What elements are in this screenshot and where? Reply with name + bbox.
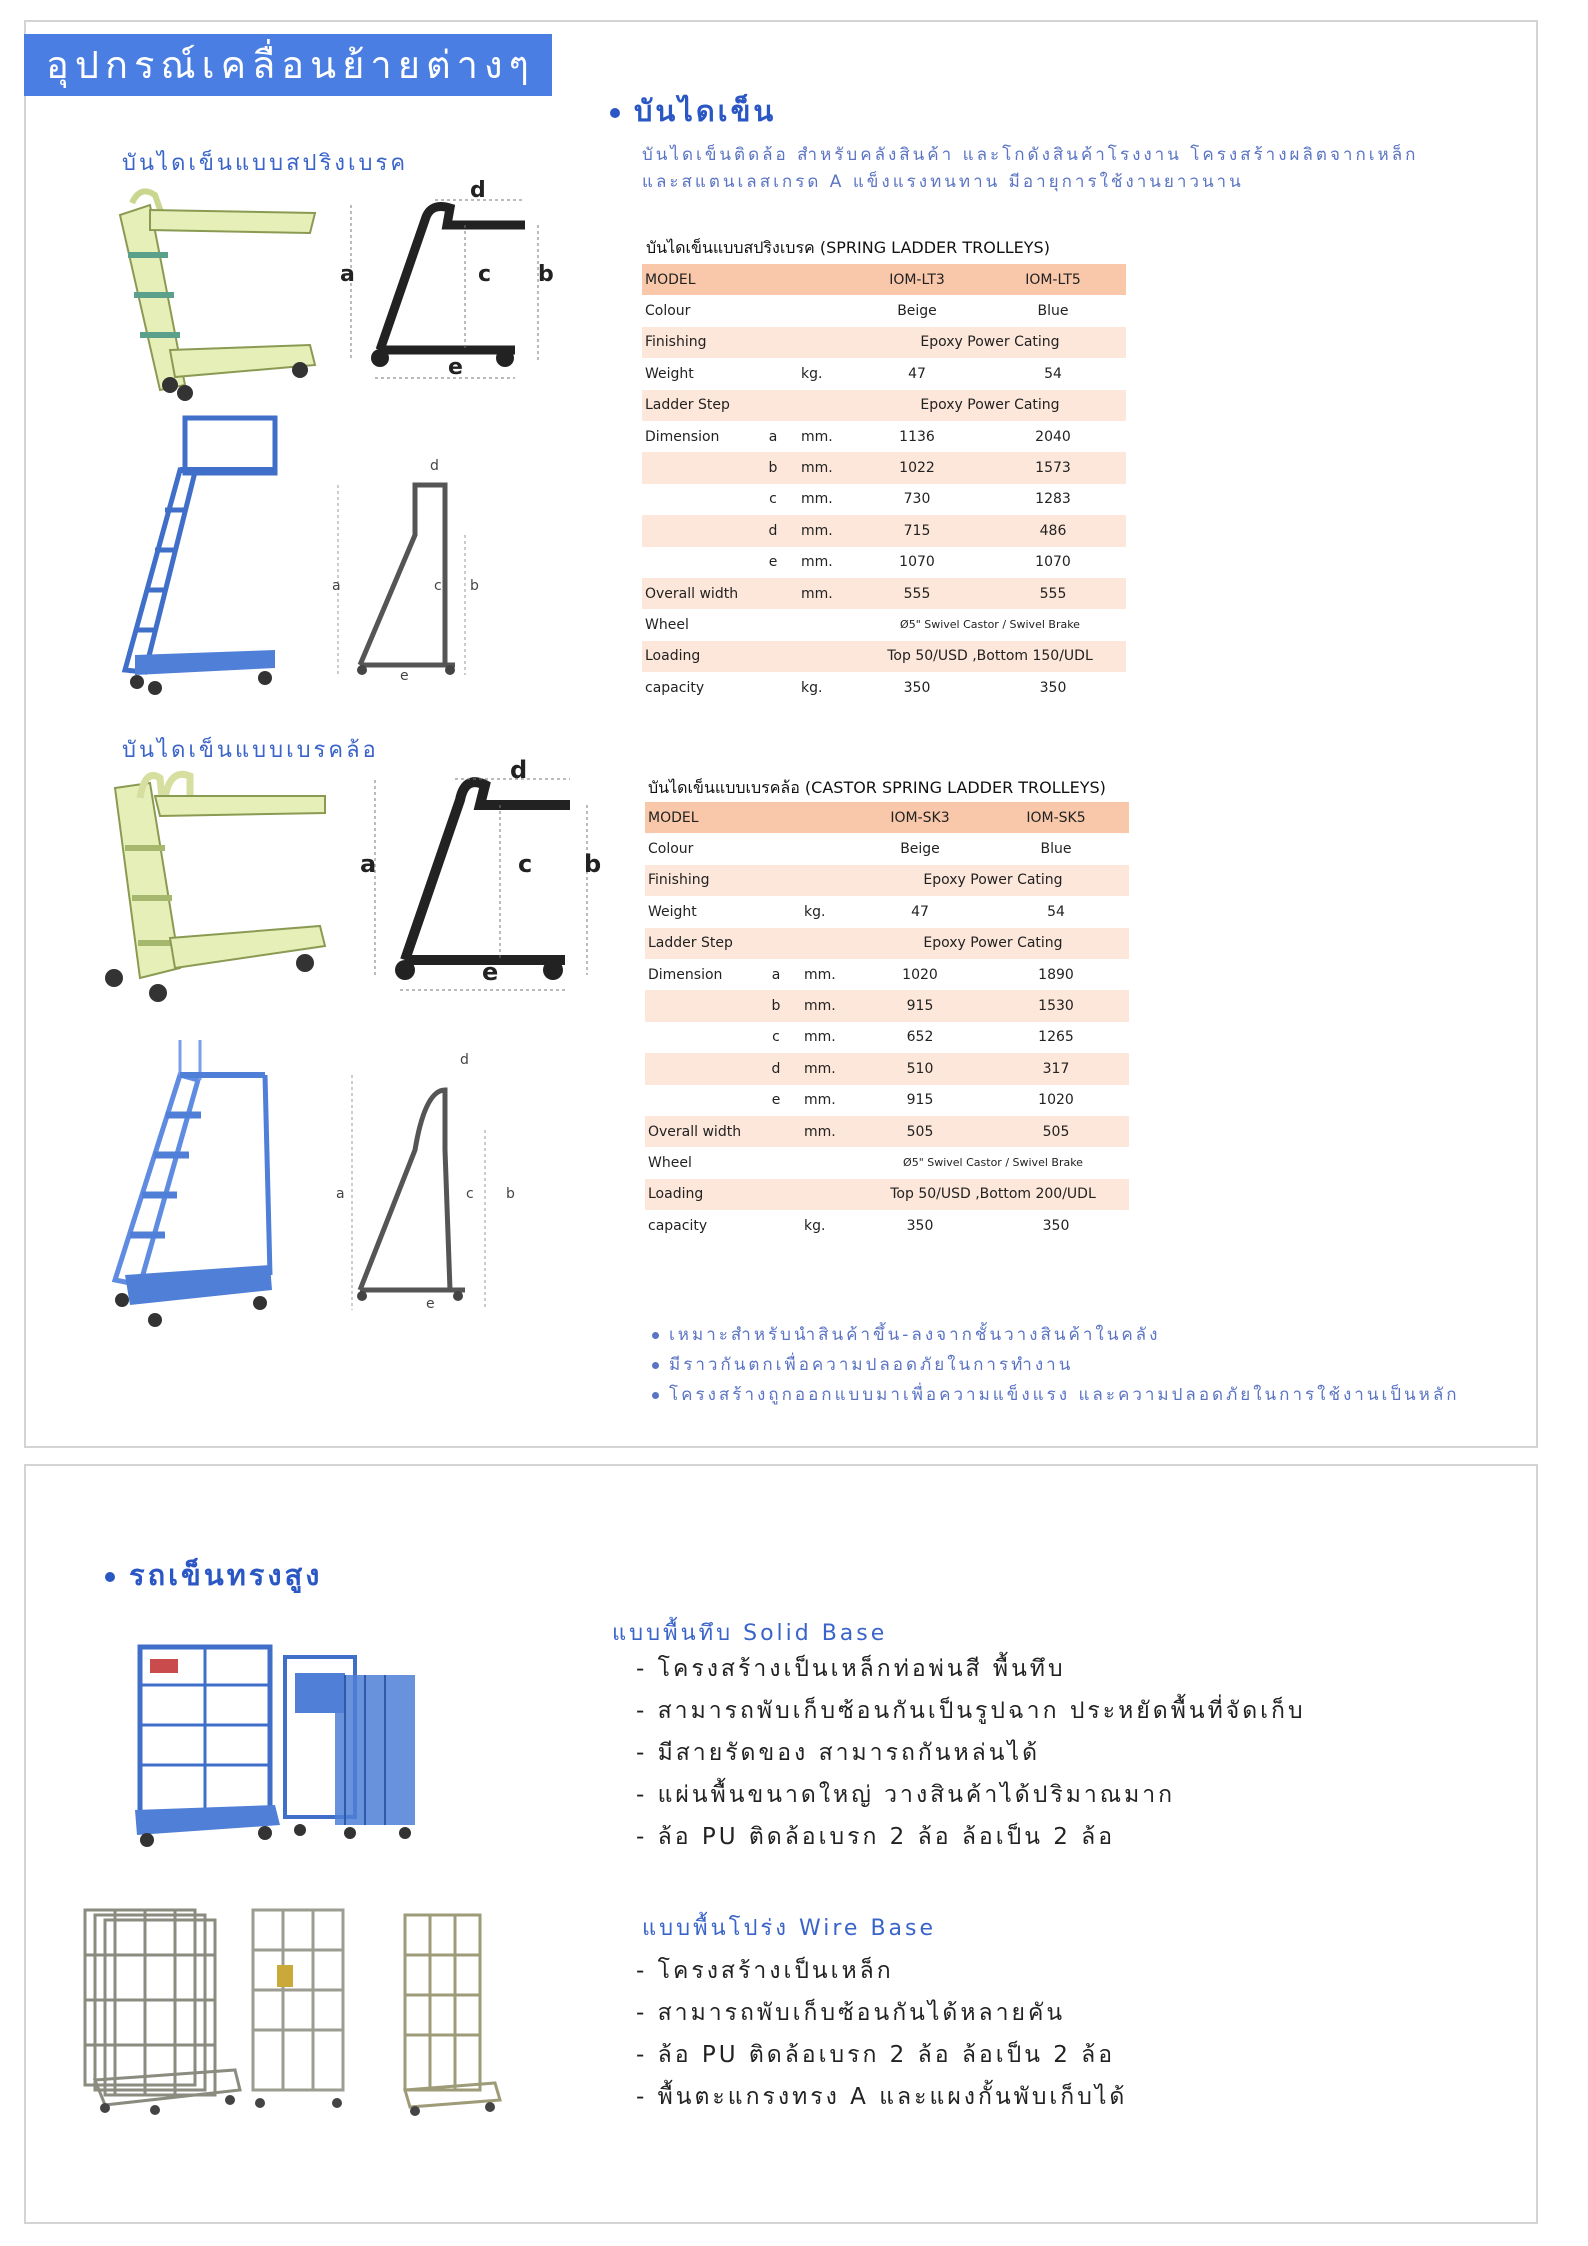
value-cell: 505 bbox=[983, 1116, 1129, 1147]
unit-cell: mm. bbox=[798, 515, 854, 546]
diagram3-label-d: d bbox=[510, 756, 528, 784]
value-cell: 54 bbox=[1047, 903, 1065, 920]
table-row bbox=[645, 865, 1129, 896]
value-cell: 510 bbox=[857, 1053, 983, 1084]
row-label-cell: Dimension bbox=[645, 428, 720, 445]
diagram3-label-b: b bbox=[584, 850, 602, 878]
diagram-label-e: e bbox=[448, 355, 463, 380]
row-label-cell bbox=[645, 1053, 751, 1084]
model-label-cell: MODEL bbox=[642, 264, 748, 295]
table-cell bbox=[748, 672, 798, 703]
row-label-cell: Dimension bbox=[648, 966, 723, 983]
value-cell: 54 bbox=[1044, 365, 1062, 382]
table-row bbox=[642, 390, 1126, 421]
value-cell: 47 bbox=[908, 365, 926, 382]
row-label-cell: Wheel bbox=[645, 616, 689, 633]
value-cell: 1020 bbox=[902, 966, 938, 983]
unit-cell: mm. bbox=[798, 578, 854, 609]
ladder-features-list bbox=[652, 1320, 1460, 1410]
spanning-value-cell: Top 50/USD ,Bottom 200/UDL bbox=[857, 1179, 1129, 1210]
row-label-cell: capacity bbox=[648, 1217, 708, 1234]
blue-spring-ladder-photo bbox=[115, 410, 285, 700]
table-row bbox=[645, 1116, 1129, 1147]
wire-base-trolleys-photo bbox=[75, 1895, 515, 2120]
table-row bbox=[645, 1022, 1129, 1053]
row-label-cell bbox=[642, 515, 748, 546]
unit-cell bbox=[798, 641, 854, 672]
value-cell: 47 bbox=[911, 903, 929, 920]
table-cell bbox=[748, 264, 798, 295]
bullet-icon bbox=[652, 1332, 659, 1339]
diagram-label-c: c bbox=[478, 262, 492, 287]
table-row bbox=[645, 1085, 1129, 1116]
model-name-cell: IOM-LT3 bbox=[854, 264, 980, 295]
diagram2-label-b: b bbox=[470, 578, 479, 594]
bullet-icon bbox=[105, 1572, 115, 1582]
diagram2-label-d: d bbox=[430, 458, 439, 474]
ladder-description bbox=[642, 142, 1418, 196]
table-row bbox=[642, 609, 1126, 640]
table-row bbox=[645, 1053, 1129, 1084]
diagram2-label-a: a bbox=[332, 578, 341, 594]
unit-cell: kg. bbox=[804, 1217, 826, 1234]
unit-cell: mm. bbox=[804, 1092, 836, 1109]
row-label-cell: Weight bbox=[645, 365, 694, 382]
feature-item: เหมาะสำหรับนำสินค้าขึ้น-ลงจากชั้นวางสินค้าในคลัง bbox=[652, 1320, 1460, 1350]
row-label-cell: capacity bbox=[645, 679, 705, 696]
diagram4-label-a: a bbox=[336, 1186, 345, 1202]
diagram4-label-e: e bbox=[426, 1296, 435, 1312]
table-row bbox=[642, 421, 1126, 452]
table-cell bbox=[801, 802, 857, 833]
table-row bbox=[642, 641, 1126, 672]
dimension-letter-cell: c bbox=[772, 1029, 780, 1046]
value-cell: 1070 bbox=[1035, 554, 1071, 571]
row-label-cell: Finishing bbox=[642, 327, 748, 358]
table-row bbox=[642, 484, 1126, 515]
table-row bbox=[642, 578, 1126, 609]
table-row bbox=[645, 1210, 1129, 1241]
dimension-letter-cell: a bbox=[771, 966, 781, 983]
unit-cell bbox=[798, 295, 854, 326]
value-cell: Blue bbox=[1040, 841, 1072, 858]
list-item: - สามารถพับเก็บซ้อนกันได้หลายคัน bbox=[636, 2000, 1066, 2026]
diagram-label-d: d bbox=[470, 178, 486, 203]
value-cell: Blue bbox=[1037, 303, 1069, 320]
unit-cell: mm. bbox=[801, 1116, 857, 1147]
wire-base-heading: แบบพื้นโปร่ง Wire Base bbox=[642, 1916, 937, 1941]
model-name-cell: IOM-SK3 bbox=[857, 802, 983, 833]
list-item: - ล้อ PU ติดล้อเบรก 2 ล้อ ล้อเป็น 2 ล้อ bbox=[636, 1824, 1116, 1850]
row-label-cell bbox=[642, 547, 748, 578]
table-row bbox=[645, 833, 1129, 864]
ladder-section-title bbox=[610, 88, 776, 134]
value-cell: 915 bbox=[857, 990, 983, 1021]
table-row bbox=[642, 452, 1126, 483]
model-label-cell: MODEL bbox=[645, 802, 751, 833]
table-row bbox=[642, 358, 1126, 389]
spanning-value-cell: Epoxy Power Cating bbox=[857, 865, 1129, 896]
dimension-letter-cell: c bbox=[769, 491, 777, 508]
table-row bbox=[642, 672, 1126, 703]
table-row bbox=[645, 896, 1129, 927]
ladder-description-line1: บันไดเข็นติดล้อ สำหรับคลังสินค้า และโกดังสินค้าโรงงาน โครงสร้างผลิตจากเหล็ก bbox=[642, 145, 1419, 165]
ladder-title-text: บันไดเข็น bbox=[634, 94, 777, 128]
list-item: - โครงสร้างเป็นเหล็กท่อพ่นสี พื้นทึบ bbox=[636, 1656, 1066, 1682]
value-cell: 730 bbox=[903, 491, 931, 508]
table-cell bbox=[751, 1116, 801, 1147]
row-label-cell: Ladder Step bbox=[645, 928, 751, 959]
page-header-title: อุปกรณ์เคลื่อนย้ายต่างๆ bbox=[24, 34, 552, 96]
diagram3-label-c: c bbox=[518, 850, 533, 878]
table-cell bbox=[748, 358, 798, 389]
unit-cell: mm. bbox=[804, 1029, 836, 1046]
unit-cell bbox=[801, 1147, 857, 1178]
value-cell: Beige bbox=[897, 303, 937, 320]
row-label-cell bbox=[645, 1022, 751, 1053]
model-name-cell: IOM-SK5 bbox=[983, 802, 1129, 833]
feature-item: มีราวกันตกเพื่อความปลอดภัยในการทำงาน bbox=[652, 1350, 1460, 1380]
solid-base-heading: แบบพื้นทึบ Solid Base bbox=[612, 1621, 888, 1646]
value-cell: 1265 bbox=[1038, 1029, 1074, 1046]
value-cell: 1136 bbox=[899, 428, 935, 445]
value-cell: 317 bbox=[983, 1053, 1129, 1084]
diagram4-label-d: d bbox=[460, 1052, 469, 1068]
castor-ladder-spec-table bbox=[645, 802, 1129, 1241]
diagram-label-b: b bbox=[538, 262, 554, 287]
table-cell bbox=[748, 609, 798, 640]
value-cell: 915 bbox=[906, 1092, 934, 1109]
dimension-letter-cell: a bbox=[768, 428, 778, 445]
value-cell: 350 bbox=[1039, 679, 1067, 696]
dimension-letter-cell: e bbox=[768, 554, 778, 571]
table-row bbox=[645, 959, 1129, 990]
spring-ladder-spec-table bbox=[642, 264, 1126, 703]
list-item: - พื้นตะแกรงทรง A และแผงกั้นพับเก็บได้ bbox=[636, 2084, 1128, 2110]
castor-ladder-diagram-1 bbox=[355, 755, 600, 1005]
table-cell bbox=[751, 865, 801, 896]
unit-cell: mm. bbox=[801, 428, 833, 445]
value-cell: 715 bbox=[854, 515, 980, 546]
unit-cell: kg. bbox=[804, 903, 826, 920]
value-cell: 2040 bbox=[1035, 428, 1071, 445]
table-cell bbox=[748, 578, 798, 609]
table-cell bbox=[751, 1179, 801, 1210]
dimension-letter-cell: e bbox=[771, 1092, 781, 1109]
unit-cell: mm. bbox=[804, 966, 836, 983]
ladder-description-line2: และสแตนเลสเกรด A แข็งแรงทนทาน มีอายุการใช้งานยาวนาน bbox=[642, 172, 1244, 192]
value-cell: 505 bbox=[857, 1116, 983, 1147]
diagram4-label-c: c bbox=[466, 1186, 474, 1202]
row-label-cell: Colour bbox=[645, 303, 691, 320]
value-cell: 1530 bbox=[983, 990, 1129, 1021]
table-row bbox=[642, 547, 1126, 578]
table-row bbox=[645, 928, 1129, 959]
list-item: - แผ่นพื้นขนาดใหญ่ วางสินค้าได้ปริมาณมาก bbox=[636, 1782, 1176, 1808]
spanning-value-cell: Epoxy Power Cating bbox=[854, 327, 1126, 358]
list-item: - โครงสร้างเป็นเหล็ก bbox=[636, 1958, 894, 1984]
beige-spring-ladder-photo bbox=[110, 185, 320, 405]
model-name-cell: IOM-LT5 bbox=[980, 264, 1126, 295]
list-item: - มีสายรัดของ สามารถกันหล่นได้ bbox=[636, 1740, 1041, 1766]
unit-cell bbox=[801, 1179, 857, 1210]
value-cell: 350 bbox=[903, 679, 931, 696]
row-label-cell: Overall width bbox=[642, 578, 748, 609]
solid-base-trolleys-photo bbox=[125, 1635, 425, 1850]
table-row bbox=[642, 327, 1126, 358]
bullet-icon bbox=[610, 108, 620, 118]
row-label-cell: Ladder Step bbox=[642, 390, 748, 421]
table-cell bbox=[748, 327, 798, 358]
unit-cell bbox=[798, 609, 854, 640]
unit-cell: mm. bbox=[801, 1053, 857, 1084]
solid-base-features bbox=[636, 1648, 1306, 1858]
unit-cell bbox=[801, 865, 857, 896]
spanning-value-cell: Epoxy Power Cating bbox=[854, 390, 1126, 421]
castor-brake-label: บันไดเข็นแบบเบรคล้อ bbox=[122, 738, 379, 763]
spring-ladder-diagram-1 bbox=[335, 180, 545, 390]
feature-item: โครงสร้างถูกออกแบบมาเพื่อความแข็งแรง และความปลอดภัยในการใช้งานเป็นหลัก bbox=[652, 1380, 1460, 1410]
value-cell: 652 bbox=[906, 1029, 934, 1046]
table-cell bbox=[798, 264, 854, 295]
table-cell bbox=[751, 1210, 801, 1241]
value-cell: 350 bbox=[1042, 1217, 1070, 1234]
table-header-row bbox=[645, 802, 1129, 833]
row-label-cell: Wheel bbox=[648, 1154, 692, 1171]
row-label-cell: Loading bbox=[645, 1179, 751, 1210]
row-label-cell bbox=[645, 1085, 751, 1116]
unit-cell: kg. bbox=[801, 365, 823, 382]
spanning-value-cell: Ø5" Swivel Castor / Swivel Brake bbox=[900, 618, 1080, 632]
table-row bbox=[645, 990, 1129, 1021]
spanning-value-cell: Epoxy Power Cating bbox=[857, 928, 1129, 959]
row-label-cell: Overall width bbox=[645, 1116, 751, 1147]
diagram2-label-c: c bbox=[434, 578, 442, 594]
value-cell: 555 bbox=[854, 578, 980, 609]
beige-castor-ladder-photo bbox=[100, 768, 330, 1018]
table-row bbox=[645, 1179, 1129, 1210]
value-cell: 1022 bbox=[854, 452, 980, 483]
value-cell: 1573 bbox=[980, 452, 1126, 483]
table-cell bbox=[751, 802, 801, 833]
row-label-cell bbox=[645, 990, 751, 1021]
table1-caption: บันไดเข็นแบบสปริงเบรค (SPRING LADDER TROLLEYS) bbox=[646, 238, 1050, 257]
unit-cell bbox=[801, 833, 857, 864]
list-item: - สามารถพับเก็บซ้อนกันเป็นรูปฉาก ประหยัดพื้นที่จัดเก็บ bbox=[636, 1698, 1306, 1724]
table-cell bbox=[748, 641, 798, 672]
table-row bbox=[642, 295, 1126, 326]
row-label-cell: Finishing bbox=[645, 865, 751, 896]
table2-caption: บันไดเข็นแบบเบรคล้อ (CASTOR SPRING LADDER TROLLEYS) bbox=[648, 778, 1106, 797]
dimension-letter-cell: d bbox=[751, 1053, 801, 1084]
diagram-label-a: a bbox=[340, 262, 355, 287]
value-cell: 1890 bbox=[1038, 966, 1074, 983]
spanning-value-cell: Top 50/USD ,Bottom 150/UDL bbox=[854, 641, 1126, 672]
diagram3-label-a: a bbox=[360, 850, 377, 878]
table-cell bbox=[751, 833, 801, 864]
unit-cell: mm. bbox=[798, 452, 854, 483]
dimension-letter-cell: b bbox=[751, 990, 801, 1021]
row-label-cell bbox=[642, 452, 748, 483]
table-row bbox=[645, 1147, 1129, 1178]
row-label-cell: Weight bbox=[648, 903, 697, 920]
castor-ladder-diagram-2 bbox=[330, 1050, 505, 1320]
diagram2-label-e: e bbox=[400, 668, 409, 684]
unit-cell: mm. bbox=[801, 554, 833, 571]
unit-cell: mm. bbox=[801, 990, 857, 1021]
unit-cell bbox=[798, 327, 854, 358]
diagram4-label-b: b bbox=[506, 1186, 515, 1202]
unit-cell: kg. bbox=[801, 679, 823, 696]
table-cell bbox=[751, 928, 801, 959]
table-cell bbox=[751, 1147, 801, 1178]
blue-castor-ladder-photo bbox=[110, 1035, 280, 1335]
value-cell: Beige bbox=[900, 841, 940, 858]
bullet-icon bbox=[652, 1392, 659, 1399]
diagram3-label-e: e bbox=[482, 958, 499, 986]
value-cell: 350 bbox=[906, 1217, 934, 1234]
trolley-section-title: รถเข็นทรงสูง bbox=[105, 1552, 322, 1598]
row-label-cell: Colour bbox=[648, 841, 694, 858]
value-cell: 486 bbox=[980, 515, 1126, 546]
unit-cell bbox=[798, 390, 854, 421]
value-cell: 1020 bbox=[1038, 1092, 1074, 1109]
row-label-cell bbox=[642, 484, 748, 515]
value-cell: 1283 bbox=[1035, 491, 1071, 508]
spring-ladder-diagram-2 bbox=[330, 455, 490, 685]
unit-cell: mm. bbox=[801, 491, 833, 508]
table-cell bbox=[748, 295, 798, 326]
table-row bbox=[642, 515, 1126, 546]
value-cell: 555 bbox=[980, 578, 1126, 609]
table-cell bbox=[748, 390, 798, 421]
dimension-letter-cell: d bbox=[748, 515, 798, 546]
unit-cell bbox=[801, 928, 857, 959]
wire-base-features bbox=[636, 1950, 1127, 2118]
value-cell: 1070 bbox=[899, 554, 935, 571]
bullet-icon bbox=[652, 1362, 659, 1369]
spring-brake-label: บันไดเข็นแบบสปริงเบรค bbox=[122, 151, 409, 176]
table-cell bbox=[751, 896, 801, 927]
dimension-letter-cell: b bbox=[748, 452, 798, 483]
list-item: - ล้อ PU ติดล้อเบรก 2 ล้อ ล้อเป็น 2 ล้อ bbox=[636, 2042, 1116, 2068]
spanning-value-cell: Ø5" Swivel Castor / Swivel Brake bbox=[903, 1156, 1083, 1170]
row-label-cell: Loading bbox=[642, 641, 748, 672]
table-header-row bbox=[642, 264, 1126, 295]
